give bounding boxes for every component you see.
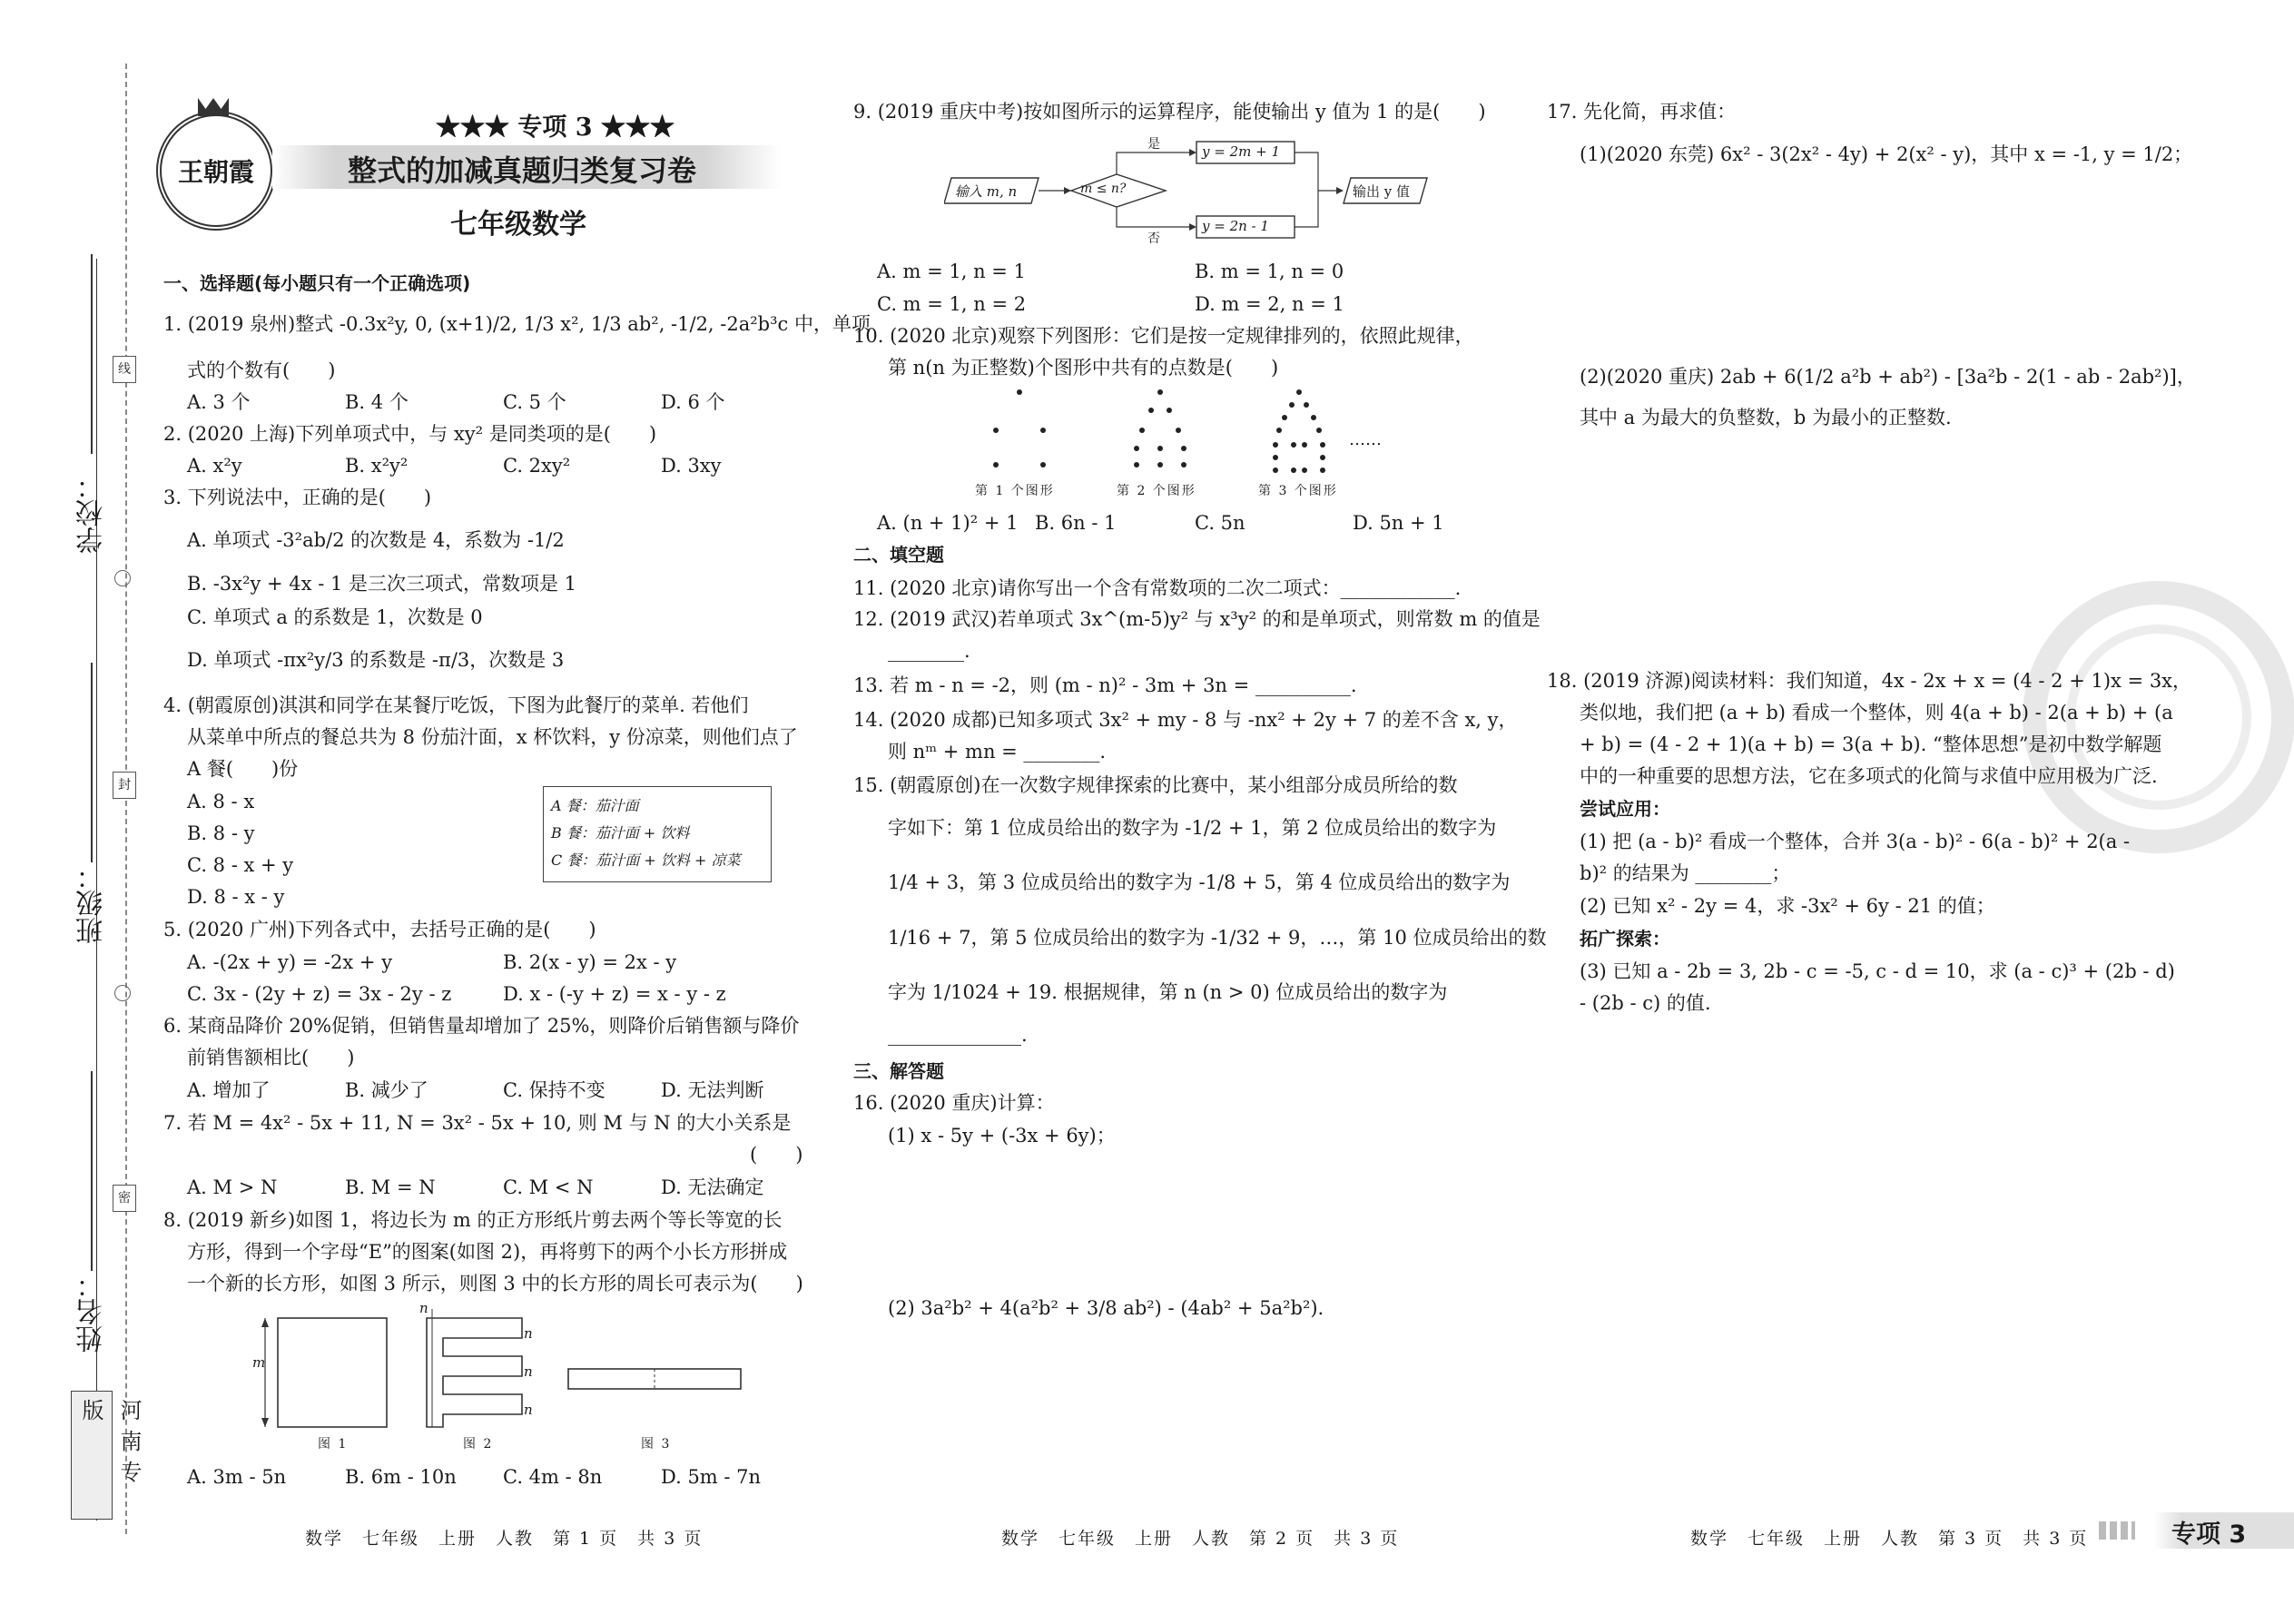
- q17-part-2-cond: 其中 a 为最大的负整数，b 为最小的正整数.: [1580, 407, 1952, 428]
- menu-box: [543, 786, 772, 882]
- name-label: 姓名：: [76, 1271, 108, 1353]
- q17-part-1-answer-area[interactable]: [1580, 182, 2215, 345]
- q9-stem: 9. (2019 重庆中考)按如图所示的运算程序，能使输出 y 值为 1 的是( ): [853, 101, 1486, 123]
- q10-option-b[interactable]: B. 6n - 1: [1035, 512, 1117, 534]
- q15-stem-5: 字为 1/1024 + 19. 根据规律，第 n (n > 0) 位成员给出的数字为: [888, 981, 1448, 1003]
- q18-stem: 18. (2019 济源)阅读材料：我们知道，4x - 2x + x = (4 - 2 + 1)x = 3x，: [1547, 670, 2192, 692]
- star-icon: ★★★: [592, 113, 674, 142]
- q16-part-1: (1) x - 5y + (-3x + 6y)；: [888, 1125, 1116, 1147]
- q12-answer-blank[interactable]: ________.: [888, 640, 970, 662]
- q18-expand-heading: 拓广探索：: [1580, 928, 1670, 950]
- q10-ellipsis: ……: [1349, 430, 1382, 449]
- q16-part-2: (2) 3a²b² + 4(a²b² + 3/8 ab²) - (4ab² + 5a²b²).: [888, 1297, 1324, 1319]
- q9-option-c[interactable]: C. m = 1, n = 2: [877, 293, 1027, 315]
- q4-option-d[interactable]: D. 8 - x - y: [187, 886, 285, 908]
- seal-word-line: 线: [113, 356, 136, 383]
- q7-option-d[interactable]: D. 无法确定: [661, 1176, 764, 1198]
- arrow-down-icon: [261, 1418, 269, 1427]
- section-fill: 二、填空题: [853, 544, 944, 566]
- q10-figure-2: [1130, 386, 1194, 477]
- q4-option-b[interactable]: B. 8 - y: [187, 822, 255, 844]
- q1-option-c[interactable]: C. 5 个: [503, 391, 566, 413]
- menu-item-b: B 餐：茄汁面 + 饮料: [551, 824, 690, 842]
- q7-answer-bracket: ( ): [750, 1144, 803, 1166]
- brand-name: 王朝霞: [177, 157, 254, 187]
- q6-option-b[interactable]: B. 减少了: [345, 1079, 428, 1101]
- flow-yes-label: 是: [1147, 137, 1160, 152]
- q7-stem: 7. 若 M = 4x² - 5x + 11, N = 3x² - 5x + 10, 则 M 与 N 的大小关系是: [163, 1112, 792, 1134]
- q17-part-2-answer-area[interactable]: [1580, 445, 2215, 645]
- fig2-n-label-2: n: [524, 1363, 533, 1380]
- q1-stem-cont: 式的个数有( ): [187, 359, 336, 381]
- q18-part-1-blank[interactable]: b)² 的结果为 ________；: [1580, 862, 1791, 884]
- q7-option-c[interactable]: C. M < N: [503, 1176, 594, 1198]
- q1-stem: 1. (2019 泉州)整式 -0.3x²y, 0, (x+1)/2, 1/3 x², 1/3 ab², -1/2, -2a²b³c 中，单项: [163, 313, 871, 335]
- binding-hole-2: [114, 985, 131, 1001]
- arrow-right-icon: [1189, 223, 1196, 231]
- series-label: 专项 3: [517, 113, 593, 142]
- q9-option-a[interactable]: A. m = 1, n = 1: [877, 261, 1026, 282]
- q10-figure-3: [1269, 386, 1333, 477]
- q8-option-a[interactable]: A. 3m - 5n: [187, 1466, 287, 1488]
- q10-option-a[interactable]: A. (n + 1)² + 1: [877, 512, 1019, 534]
- q6-option-d[interactable]: D. 无法判断: [661, 1079, 764, 1101]
- q13-stem[interactable]: 13. 若 m - n = -2，则 (m - n)² - 3m + 3n = __________.: [853, 674, 1357, 696]
- page-subtitle: 七年级数学: [450, 209, 586, 241]
- arrow-right-icon: [1189, 149, 1196, 156]
- flow-top-label: y = 2m + 1: [1202, 143, 1280, 160]
- star-icon: ★★★: [436, 113, 518, 142]
- edition-label: 河南专版: [78, 1399, 142, 1491]
- series-tag: [436, 107, 674, 143]
- fig2-n-label-3: n: [524, 1402, 533, 1418]
- flow-cond-label: m ≤ n?: [1080, 182, 1127, 196]
- q18-part-3: (3) 已知 a - 2b = 3, 2b - c = -5, c - d = 10，求 (a - c)³ + (2b - d): [1580, 960, 2175, 982]
- q10-option-c[interactable]: C. 5n: [1195, 512, 1245, 534]
- flow-output-label: 输出 y 值: [1353, 183, 1411, 200]
- q8-stem-cont2: 一个新的长方形，如图 3 所示，则图 3 中的长方形的周长可表示为( ): [187, 1273, 803, 1294]
- q10-caption-3: 第 3 个图形: [1258, 484, 1338, 498]
- q15-stem-2: 字如下：第 1 位成员给出的数字为 -1/2 + 1，第 2 位成员给出的数字为: [888, 817, 1497, 839]
- q4-stem: 4. (朝霞原创)淇淇和同学在某餐厅吃饭，下图为此餐厅的菜单. 若他们: [163, 694, 749, 716]
- fig1-caption: 图 1: [318, 1437, 349, 1452]
- q14-stem: 14. (2020 成都)已知多项式 3x² + my - 8 与 -nx² + 2y + 7 的差不含 x, y，: [853, 709, 1518, 731]
- q12-stem: 12. (2019 武汉)若单项式 3x^(m-5)y² 与 x³y² 的和是单项式，则常数 m 的值是: [853, 608, 1541, 630]
- page-title: 整式的加减真题归类复习卷: [348, 153, 697, 188]
- q15-stem-3: 1/4 + 3，第 3 位成员给出的数字为 -1/8 + 5，第 4 位成员给出的数字为: [888, 871, 1511, 893]
- q7-option-b[interactable]: B. M = N: [345, 1176, 436, 1198]
- fig1-m-label: m: [252, 1354, 266, 1371]
- class-field[interactable]: [91, 663, 93, 862]
- q18-stem-2: 类似地，我们把 (a + b) 看成一个整体，则 4(a + b) - 2(a + b) + (a: [1580, 702, 2173, 723]
- menu-item-c: C 餐：茄汁面 + 饮料 + 凉菜: [551, 851, 741, 869]
- q10-caption-1: 第 1 个图形: [975, 484, 1055, 498]
- q2-option-a[interactable]: A. x²y: [187, 455, 242, 477]
- q18-part-2: (2) 已知 x² - 2y = 4，求 -3x² + 6y - 21 的值；: [1580, 895, 1995, 917]
- brand-logo: [156, 111, 276, 231]
- name-field[interactable]: [91, 1071, 93, 1271]
- q15-answer-blank[interactable]: ______________.: [888, 1024, 1028, 1046]
- binding-hole-1: [114, 570, 131, 586]
- q5-stem: 5. (2020 广州)下列各式中，去括号正确的是( ): [163, 919, 596, 940]
- q8-option-d[interactable]: D. 5m - 7n: [661, 1466, 762, 1488]
- q10-caption-2: 第 2 个图形: [1117, 484, 1196, 498]
- q16-part-1-answer-area[interactable]: [888, 1155, 1523, 1273]
- q9-option-d[interactable]: D. m = 2, n = 1: [1195, 293, 1344, 315]
- footer-page-1: 数学 七年级 上册 人教 第 1 页 共 3 页: [305, 1529, 704, 1549]
- q4-option-a[interactable]: A. 8 - x: [187, 791, 255, 812]
- q18-stem-3: + b) = (4 - 2 + 1)(a + b) = 3(a + b). “整体思想”是初中数学解题: [1580, 733, 2162, 755]
- q2-option-d[interactable]: D. 3xy: [661, 455, 722, 477]
- q18-part-1: (1) 把 (a - b)² 看成一个整体，合并 3(a - b)² - 6(a - b)² + 2(a -: [1580, 831, 2131, 852]
- q8-option-b[interactable]: B. 6m - 10n: [345, 1466, 457, 1488]
- binding-dashed-line: [125, 64, 127, 1534]
- edition-box: [71, 1391, 142, 1520]
- q17-stem: 17. 先化简，再求值：: [1547, 101, 1737, 123]
- q3-stem: 3. 下列说法中，正确的是( ): [163, 487, 432, 508]
- q15-stem-4: 1/16 + 7，第 5 位成员给出的数字为 -1/32 + 9，…，第 10 位成员给出的数: [888, 927, 1547, 949]
- q4-stem-cont2: A 餐( )份: [187, 758, 299, 780]
- q18-answer-area[interactable]: [1580, 1026, 2215, 1498]
- fig3-caption: 图 3: [641, 1437, 672, 1452]
- q3-option-b[interactable]: B. -3x²y + 4x - 1 是三次三项式，常数项是 1: [187, 573, 577, 595]
- q5-option-a[interactable]: A. -(2x + y) = -2x + y: [187, 951, 393, 973]
- q6-stem: 6. 某商品降价 20%促销，但销售量却增加了 25%，则降价后销售额与降价: [163, 1015, 800, 1037]
- q6-stem-cont: 前销售额相比( ): [187, 1047, 355, 1068]
- fig2-caption: 图 2: [463, 1437, 494, 1452]
- q11-stem[interactable]: 11. (2020 北京)请你写出一个含有常数项的二次二项式：____________.: [853, 577, 1462, 599]
- crown-icon: [198, 98, 229, 116]
- q2-stem: 2. (2020 上海)下列单项式中，与 xy² 是同类项的是( ): [163, 423, 657, 445]
- q17-part-2: (2)(2020 重庆) 2ab + 6(1/2 a²b + ab²) - [3a²b - 2(1 - ab - 2ab²)]，: [1580, 366, 2196, 388]
- q10-figure-1: [989, 386, 1053, 477]
- corner-tag-label: 专项 3: [2171, 1521, 2247, 1549]
- footer-page-3: 数学 七年级 上册 人教 第 3 页 共 3 页: [1690, 1529, 2089, 1549]
- seal-word-seal: 封: [113, 772, 136, 799]
- q4-option-c[interactable]: C. 8 - x + y: [187, 854, 294, 876]
- q2-option-c[interactable]: C. 2xy²: [503, 455, 571, 477]
- class-label: 班级：: [76, 862, 108, 944]
- corner-tag-squares: [2099, 1521, 2135, 1540]
- fig1-square: [278, 1318, 387, 1427]
- q18-part-3-cont: - (2b - c) 的值.: [1580, 992, 1711, 1014]
- q15-stem: 15. (朝霞原创)在一次数字规律探索的比赛中，某小组部分成员所给的数: [853, 774, 1458, 796]
- section-solve: 三、解答题: [853, 1060, 944, 1082]
- q9-option-b[interactable]: B. m = 1, n = 0: [1195, 261, 1344, 282]
- q10-stem: 10. (2020 北京)观察下列图形：它们是按一定规律排列的，依照此规律，: [853, 325, 1474, 347]
- section-choice: 一、选择题(每小题只有一个正确选项): [163, 272, 471, 294]
- q5-option-b[interactable]: B. 2(x - y) = 2x - y: [503, 951, 677, 973]
- school-label: 学校：: [76, 472, 108, 554]
- q8-stem: 8. (2019 新乡)如图 1，将边长为 m 的正方形纸片剪去两个等长等宽的长: [163, 1209, 783, 1231]
- q18-stem-4: 中的一种重要的思想方法，它在多项式的化简与求值中应用极为广泛.: [1580, 765, 2158, 787]
- q16-stem: 16. (2020 重庆)计算：: [853, 1092, 1055, 1114]
- flow-bottom-label: y = 2n - 1: [1202, 218, 1269, 234]
- q10-stem-cont: 第 n(n 为正整数)个图形中共有的点数是( ): [888, 357, 1279, 379]
- q4-stem-cont: 从菜单中所点的餐总共为 8 份茄汁面，x 杯饮料，y 份凉菜，则他们点了: [187, 726, 798, 748]
- q1-option-d[interactable]: D. 6 个: [661, 391, 725, 413]
- q3-option-d[interactable]: D. 单项式 -πx²y/3 的系数是 -π/3，次数是 3: [187, 649, 565, 671]
- q5-option-d[interactable]: D. x - (-y + z) = x - y - z: [503, 983, 726, 1005]
- flow-no-label: 否: [1147, 231, 1160, 246]
- seal-word-secret: 密: [113, 1185, 136, 1212]
- fig2-n-label-top: n: [419, 1300, 428, 1316]
- q18-try-heading: 尝试应用：: [1580, 798, 1670, 820]
- school-field[interactable]: [91, 254, 93, 454]
- q8-stem-cont: 方形，得到一个字母“E”的图案(如图 2)，再将剪下的两个小长方形拼成: [187, 1241, 788, 1263]
- q3-option-c[interactable]: C. 单项式 a 的系数是 1，次数是 0: [187, 606, 483, 628]
- q1-option-a[interactable]: A. 3 个: [187, 391, 251, 413]
- q8-figures: [245, 1307, 763, 1443]
- flow-input-label: 输入 m, n: [955, 183, 1018, 200]
- q6-option-a[interactable]: A. 增加了: [187, 1079, 271, 1101]
- q7-option-a[interactable]: A. M > N: [187, 1176, 278, 1198]
- q3-option-a[interactable]: A. 单项式 -3²ab/2 的次数是 4，系数为 -1/2: [187, 529, 565, 551]
- arrow-up-icon: [261, 1318, 269, 1327]
- q5-option-c[interactable]: C. 3x - (2y + z) = 3x - 2y - z: [187, 983, 452, 1005]
- q17-part-1: (1)(2020 东莞) 6x² - 3(2x² - 4y) + 2(x² - y)，其中 x = -1, y = 1/2；: [1580, 143, 2193, 165]
- menu-item-a: A 餐：茄汁面: [551, 797, 639, 814]
- q14-answer-blank[interactable]: 则 nᵐ + mn = ________.: [888, 741, 1107, 763]
- q1-option-b[interactable]: B. 4 个: [345, 391, 409, 413]
- q6-option-c[interactable]: C. 保持不变: [503, 1079, 605, 1101]
- q16-part-2-answer-area[interactable]: [888, 1334, 1523, 1498]
- fig2-e-shape: [427, 1318, 522, 1427]
- fig2-n-label-1: n: [524, 1325, 533, 1342]
- arrow-right-icon: [1336, 187, 1344, 194]
- q8-option-c[interactable]: C. 4m - 8n: [503, 1466, 603, 1488]
- q2-option-b[interactable]: B. x²y²: [345, 455, 409, 477]
- q10-option-d[interactable]: D. 5n + 1: [1353, 512, 1444, 534]
- footer-page-2: 数学 七年级 上册 人教 第 2 页 共 3 页: [1001, 1529, 1400, 1549]
